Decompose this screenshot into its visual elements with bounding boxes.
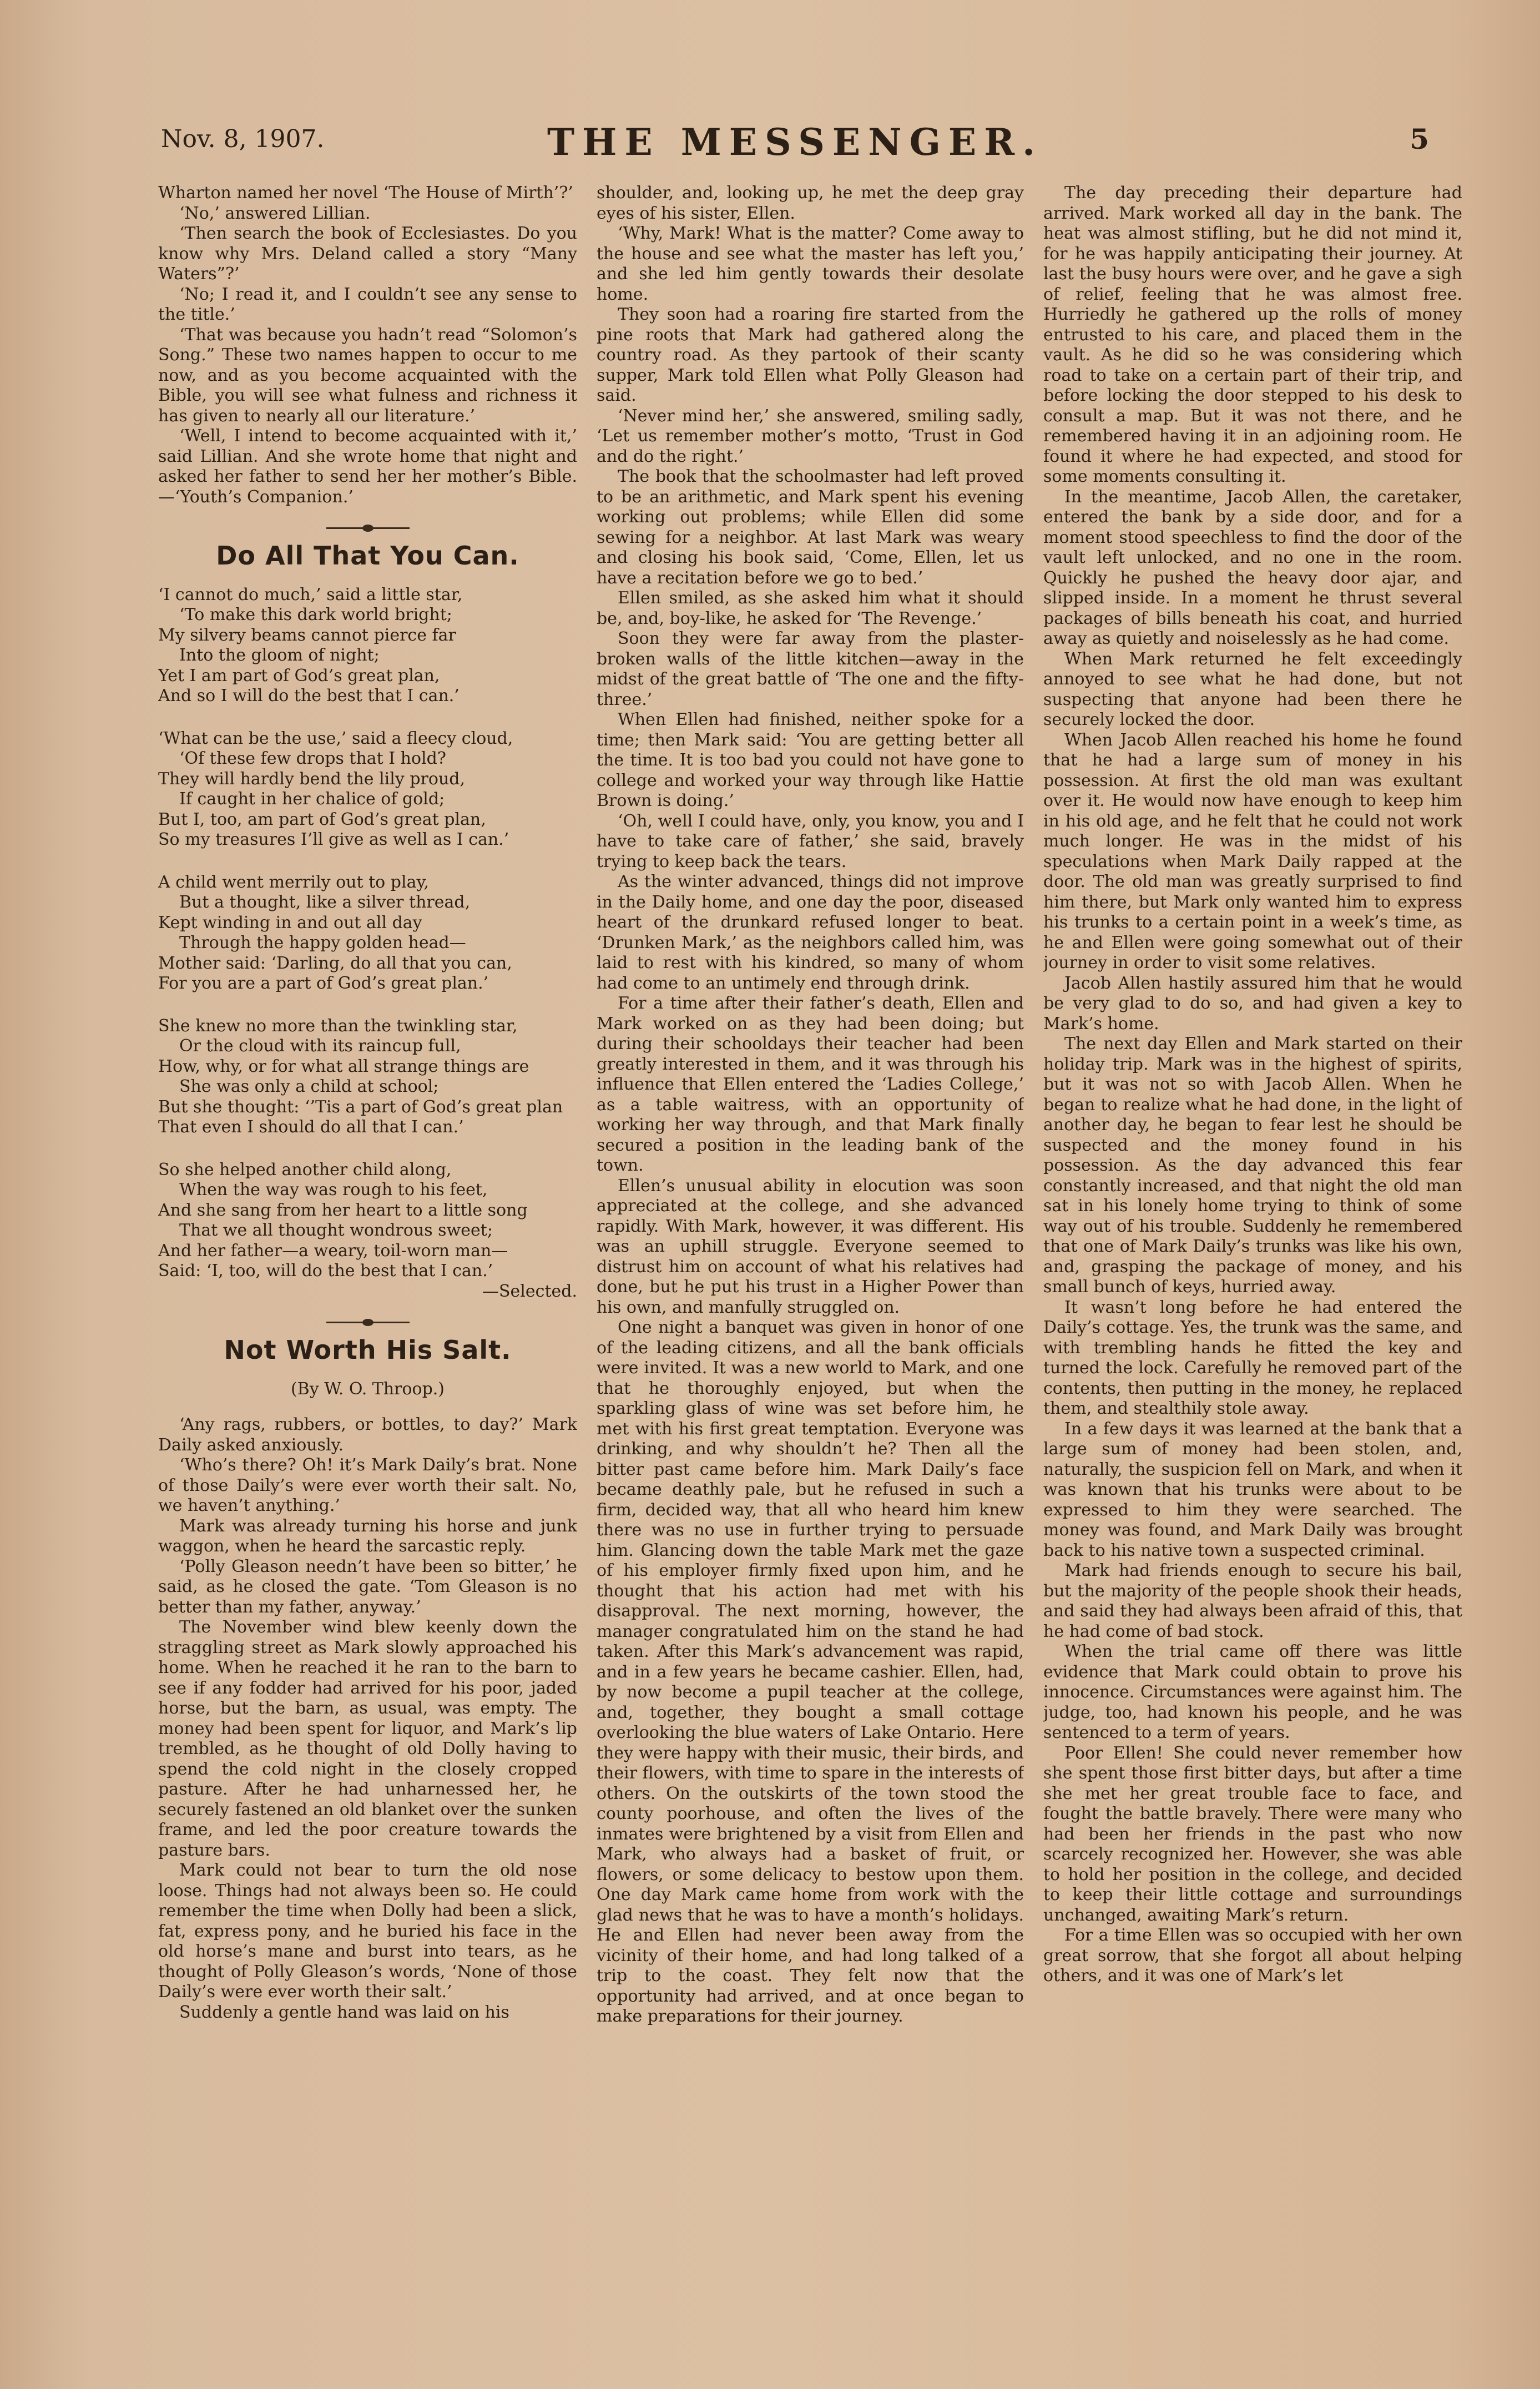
paragraph: ‘That was because you hadn’t read “Solomon’s Song.” These two names happen to occur to me now, and as you become acquainted with the Bible, you will see what fulness and richness it has given to nearly all our literature.’ <box>158 325 577 426</box>
paragraph: The next day Ellen and Mark started on their holiday trip. Mark was in the highest of spirits, but it was not so with Jacob Allen. When he began to realize what he had done, in the light of another day, he began to fear lest he should be suspected and the money found in his possession. As the day advanced this fear constantly increased, and that night the old man sat in his lonely home trying to think of some way out of his trouble. Suddenly he remembered that one of Mark Daily’s trunks was like his own, and, grasping the package of money, and his small bunch of keys, hurried away. <box>1043 1034 1462 1297</box>
poem-line: And her father—a weary, toil-worn man— <box>158 1241 508 1261</box>
paragraph: ‘Polly Gleason needn’t have been so bitter,’ he said, as he closed the gate. ‘Tom Gleason is no better than my father, anyway.’ <box>158 1556 577 1617</box>
paragraph: They soon had a roaring fire started from the pine roots that Mark had gathered along the country road. As they partook of their scanty supper, Mark told Ellen what Polly Gleason had said. <box>597 305 1024 405</box>
column-3 <box>1043 183 1462 2348</box>
story-byline: (By W. O. Throop.) <box>290 1379 445 1399</box>
paragraph: ‘Then search the book of Ecclesiastes. Do you know why Mrs. Deland called a story “Many Waters”?’ <box>158 224 577 284</box>
poem <box>158 585 577 1302</box>
poem-title: Do All That You Can. <box>216 541 519 571</box>
poem-line: Mother said: ‘Darling, do all that you can, <box>158 953 512 973</box>
poem-line: That even I should do all that I can.’ <box>158 1117 464 1137</box>
paragraph: When the trial came off there was little evidence that Mark could obtain to prove his innocence. Circumstances were against him. The judge, too, had known his people, and he was sentenced to a term of years. <box>1043 1642 1462 1742</box>
paragraph: It wasn’t long before he had entered the Daily’s cottage. Yes, the trunk was the same, and with trembling hands he fitted the key and turned the lock. Carefully he removed part of the contents, then putting in the money, he replaced them, and stealthily stole away. <box>1043 1297 1462 1418</box>
paragraph: In a few days it was learned at the bank that a large sum of money had been stolen, and, naturally, the suspicion fell on Mark, and when it was known that his trunks were about to be expressed to him they were searched. The money was found, and Mark Daily was brought back to his native town a suspected criminal. <box>1043 1419 1462 1560</box>
paragraph: Poor Ellen! She could never remember how she spent those first bitter days, but after a time she met her great trouble face to face, and fought the battle bravely. There were many who had been her friends in the past who now scarcely recognized her. However, she was able to hold her position in the college, and decided to keep their little cottage and surroundings unchanged, awaiting Mark’s return. <box>1043 1743 1462 1925</box>
story-title: Not Worth His Salt. <box>224 1335 512 1365</box>
poem-line: And so I will do the best that I can.’ <box>158 686 460 705</box>
poem-line: Kept winding in and out all day <box>158 913 422 933</box>
paragraph: ‘Never mind her,’ she answered, smiling sadly, ‘Let us remember mother’s motto, ‘Trust in God and do the right.’ <box>597 406 1024 466</box>
paragraph: When Mark returned he felt exceedingly annoyed to see what he had done, but not suspecting that anyone had been there he securely locked the door. <box>1043 649 1462 729</box>
column-1 <box>158 183 577 2348</box>
poem-line: When the way was rough to his feet, <box>179 1180 488 1199</box>
poem-line: A child went merrily out to play, <box>158 872 429 892</box>
section-divider <box>326 527 410 529</box>
poem-line: If caught in her chalice of gold; <box>179 789 445 809</box>
poem-line: How, why, or for what all strange things are <box>158 1056 529 1076</box>
poem-line: ‘I cannot do much,’ said a little star, <box>158 584 463 604</box>
stanza <box>158 873 577 994</box>
paragraph: Ellen’s unusual ability in elocution was soon appreciated at the college, and she advanced rapidly. With Mark, however, it was different. His was an uphill struggle. Everyone seemed to distrust him on account of what his relatives had done, but he put his trust in a Higher Power than his own, and manfully struggled on. <box>597 1176 1024 1317</box>
paragraph: Mark was already turning his horse and junk waggon, when he heard the sarcastic reply. <box>158 1516 577 1556</box>
paragraph: ‘Oh, well I could have, only, you know, you and I have to take care of father,’ she said, bravely trying to keep back the tears. <box>597 811 1024 871</box>
poem-line: And she sang from her heart to a little song <box>158 1200 528 1220</box>
paragraph: shoulder, and, looking up, he met the deep gray eyes of his sister, Ellen. <box>597 183 1024 223</box>
poem-line: Said: ‘I, too, will do the best that I can.’ <box>158 1261 493 1281</box>
poem-line: My silvery beams cannot pierce far <box>158 625 456 645</box>
paragraph: One night a banquet was given in honor of one of the leading citizens, and all the bank officials were invited. It was a new world to Mark, and one that he thoroughly enjoyed, but when the sparkling glass of wine was set before him, he met with his first great temptation. Everyone was drinking, and why shouldn’t he? Then all the bitter past came before him. Mark Daily’s face became deathly pale, but he refused in such a firm, decided way, that all who heard him knew there was no use in further trying to persuade him. Glancing down the table Mark met the gaze of his employer firmly fixed upon him, and he thought that his action had met with his disapproval. The next morning, however, the manager congratulated him on the stand he had taken. After this Mark’s advancement was rapid, and in a few years he became cashier. Ellen, had, by now become a pupil teacher at the college, and, together, they bought a small cottage overlooking the blue waters of Lake Ontario. Here they were happy with their music, their birds, and their flowers, with time to spare in the interests of others. On the outskirts of the town stood the county poorhouse, and often the lives of the inmates were brightened by a visit from Ellen and Mark, who always had a basket of fruit, or flowers, or some delicacy to bestow upon them. One day Mark came home from work with the glad news that he was to have a month’s holidays. He and Ellen had never been away from the vicinity of their home, and had long talked of a trip to the coast. They felt now that the opportunity had arrived, and at once began to make preparations for their journey. <box>597 1318 1024 2026</box>
paragraph: Jacob Allen hastily assured him that he would be very glad to do so, and had given a key to Mark’s home. <box>1043 973 1462 1034</box>
paragraph: ‘Who’s there? Oh! it’s Mark Daily’s brat. None of those Daily’s were ever worth their salt. No, we haven’t anything.’ <box>158 1455 577 1515</box>
poem-line: That we all thought wondrous sweet; <box>179 1221 493 1240</box>
paragraph: ‘No; I read it, and I couldn’t see any sense to the title.’ <box>158 284 577 324</box>
issue-date: Nov. 8, 1907. <box>161 125 325 153</box>
section-divider <box>326 1322 410 1323</box>
page-number: 5 <box>1410 123 1429 155</box>
paragraph: As the winter advanced, things did not improve in the Daily home, and one day the poor, diseased heart of the drunkard refused longer to beat. ‘Drunken Mark,’ as the neighbors called him, was laid to rest with his kindred, so many of whom had come to an untimely end through drink. <box>597 872 1024 993</box>
stanza <box>158 1160 577 1282</box>
stanza <box>158 729 577 850</box>
stanza <box>158 585 577 707</box>
story-text <box>158 1415 577 2023</box>
poem-line: Yet I am part of God’s great plan, <box>158 666 440 686</box>
paragraph: ‘Well, I intend to become acquainted with it,’ said Lillian. And she wrote home that night and asked her father to send her her mother’s Bible.—‘Youth’s Companion.’ <box>158 426 577 507</box>
poem-credit: —Selected. <box>482 1281 577 1301</box>
paragraph: ‘No,’ answered Lillian. <box>179 203 371 223</box>
poem-line: Or the cloud with its raincup full, <box>179 1036 461 1056</box>
newspaper-title: THE MESSENGER. <box>547 120 1043 164</box>
column-2 <box>597 183 1024 2348</box>
stanza <box>158 1016 577 1138</box>
paragraph: For a time after their father’s death, Ellen and Mark worked on as they had been doing; but during their schooldays their teacher had been greatly interested in them, and it was through his influence that Ellen entered the ‘Ladies College,’ as a table waitress, with an opportunity of working her way through, and that Mark finally secured a position in the leading bank of the town. <box>597 994 1024 1175</box>
intro-text <box>158 183 577 507</box>
poem-line: But I, too, am part of God’s great plan, <box>158 809 486 829</box>
poem-line: For you are a part of God’s great plan.’ <box>158 974 489 993</box>
poem-line: She knew no more than the twinkling star, <box>158 1016 518 1036</box>
paragraph: The book that the schoolmaster had left proved to be an arithmetic, and Mark spent his evening working out problems; while Ellen did some sewing for a neighbor. At last Mark was weary and closing his book said, ‘Come, Ellen, let us have a recitation before we go to bed.’ <box>597 467 1024 588</box>
poem-line: So she helped another child along, <box>158 1160 452 1180</box>
poem-line: ‘Of these few drops that I hold? <box>179 749 446 768</box>
paragraph: Wharton named her novel ‘The House of Mirth’?’ <box>158 183 573 203</box>
masthead <box>161 120 1429 164</box>
paragraph: Suddenly a gentle hand was laid on his <box>179 2002 509 2022</box>
poem-line: So my treasures I’ll give as well as I can.’ <box>158 830 509 849</box>
poem-line: ‘To make this dark world bright; <box>179 605 452 624</box>
paragraph: Soon they were far away from the plaster-broken walls of the little kitchen—away in the midst of the great battle of ‘The one and the fifty-three.’ <box>597 629 1024 709</box>
paragraph: The day preceding their departure had arrived. Mark worked all day in the bank. The heat was almost stifling, but he did not mind it, for he was happily anticipating their journey. At last the busy hours were over, and he gave a sigh of relief, feeling that he was almost free. Hurriedly he gathered up the rolls of money entrusted to his care, and placed them in the vault. As he did so he was considering which road to take on a certain part of their trip, and before locking the door stepped to his desk to consult a map. But it was not there, and he remembered having it in an adjoining room. He found it where he had expected, and stood for some moments consulting it. <box>1043 183 1462 486</box>
paragraph: ‘Any rags, rubbers, or bottles, to day?’ Mark Daily asked anxiously. <box>158 1415 577 1455</box>
paragraph: For a time Ellen was so occupied with her own great sorrow, that she forgot all about helping others, and it was one of Mark’s let <box>1043 1926 1462 1985</box>
paragraph: ‘Why, Mark! What is the matter? Come away to the house and see what the master has left you,’ and she led him gently towards their desolate home. <box>597 224 1024 304</box>
paragraph: In the meantime, Jacob Allen, the caretaker, entered the bank by a side door, and for a moment stood speechless to find the door of the vault left unlocked, and no one in the room. Quickly he pushed the heavy door ajar, and slipped inside. In a moment he thrust several packages of bills beneath his coat, and hurried away as quietly and noiselessly as he had come. <box>1043 487 1462 648</box>
poem-line: They will hardly bend the lily proud, <box>158 769 466 789</box>
poem-line: She was only a child at school; <box>179 1077 439 1096</box>
paragraph: The November wind blew keenly down the straggling street as Mark slowly approached his home. When he reached it he ran to the barn to see if any fodder had arrived for his poor, jaded horse, but the barn, as usual, was empty. The money had been spent for liquor, and Mark’s lip trembled, as he thought of old Dolly having to spend the cold night in the closely cropped pasture. After he had unharnessed her, he securely fastened an old blanket over the sunken frame, and led the poor creature towards the pasture bars. <box>158 1617 577 1860</box>
poem-line: ‘What can be the use,’ said a fleecy cloud, <box>158 728 513 748</box>
paragraph: Mark had friends enough to secure his bail, but the majority of the people shook their heads, and said they had always been afraid of this, that he had come of bad stock. <box>1043 1561 1462 1641</box>
poem-line: But she thought: ‘’Tis a part of God’s great plan <box>158 1097 563 1117</box>
paragraph: Mark could not bear to turn the old nose loose. Things had not always been so. He could remember the time when Dolly had been a slick, fat, express pony, and he buried his face in the old horse’s mane and burst into tears, as he thought of Polly Gleason’s words, ‘None of those Daily’s were ever worth their salt.’ <box>158 1861 577 2002</box>
paragraph: Ellen smiled, as she asked him what it should be, and, boy-like, he asked for ‘The Revenge.’ <box>597 588 1024 628</box>
poem-line: Into the gloom of night; <box>179 646 380 665</box>
paragraph: When Jacob Allen reached his home he found that he had a large sum of money in his possession. At first the old man was exultant over it. He would now have enough to keep him in his old age, and he felt that he could not work much longer. He was in the midst of his speculations when Mark Daily rapped at the door. The old man was greatly surprised to find him there, but Mark only wanted him to express his trunks to a certain point in a week’s time, as he and Ellen were going somewhat out of their journey in order to visit some relatives. <box>1043 730 1462 972</box>
poem-line: Through the happy golden head— <box>179 933 466 952</box>
paragraph: When Ellen had finished, neither spoke for a time; then Mark said: ‘You are getting better all the time. It is too bad you could not have gone to college and worked your way through like Hattie Brown is doing.’ <box>597 710 1024 810</box>
poem-line: But a thought, like a silver thread, <box>179 893 471 912</box>
